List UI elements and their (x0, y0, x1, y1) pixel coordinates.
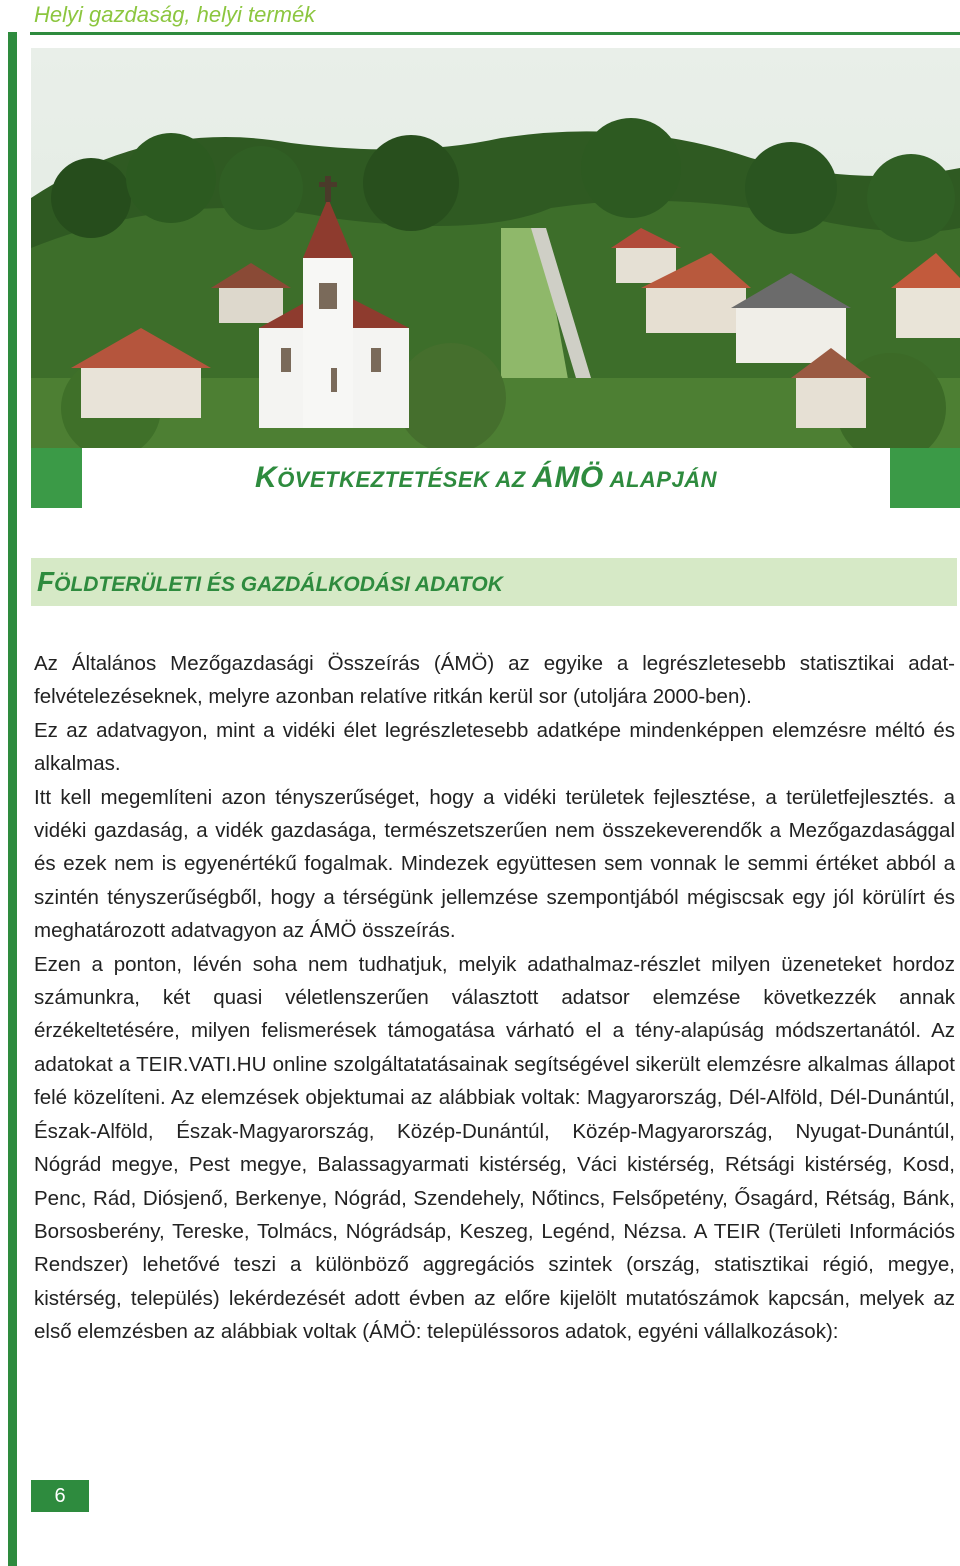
section-title-cap: F (37, 566, 55, 597)
chapter-title-part: ALAPJÁN (603, 467, 717, 492)
paragraph: Az Általános Mezőgazdasági Összeírás (ÁMÖ) az egyike a legrészletesebb statisztikai adat-felvételezéseknek, melyre azonban relatíve ritkán kerül sor (utoljára 2000-ben). (34, 652, 955, 709)
page-number: 6 (31, 1480, 89, 1512)
title-accent-left (31, 448, 83, 508)
top-rule (30, 32, 960, 35)
section-heading-band (31, 558, 957, 606)
left-accent-bar (8, 32, 17, 1566)
running-header: Helyi gazdaság, helyi termék (34, 2, 316, 27)
chapter-title-abbr: ÁMÖ (532, 461, 604, 494)
section-title-part: ÖLDTERÜLETI ÉS GAZDÁLKODÁSI ADATOK (54, 573, 503, 596)
paragraph: Itt kell megemlíteni azon tényszerűséget, hogy a vidéki területek fejlesztése, a területfejlesztés. a vidéki gazdaság, a vidék gazdasága, természetszerűen nem összekeverendők a Mezőgazdasággal és ezek nem is egyenértékű fogalmak. Mindezek együttesen sem vonnak le semmi értéket abból a szintén tényszerűségből, hogy a térségünk jellemzése szempontjából mégiscsak egy jól körülírt és meghatározott adatvagyon az ÁMÖ összeírás. (34, 785, 955, 943)
village-photo (31, 48, 960, 508)
chapter-title (255, 461, 717, 495)
chapter-title-part: ÖVETKEZTETÉSEK AZ (277, 467, 533, 492)
section-title (37, 566, 503, 598)
chapter-title-box (82, 448, 890, 508)
chapter-title-cap: K (255, 461, 278, 494)
paragraph: Ezen a ponton, lévén soha nem tudhatjuk, melyik adathalmaz-részlet milyen üzeneteket hordoz számunkra, két quasi véletlenszerűen választott adatsor elemzése következzék annak érzékeltetésére, milyen felismerések támogatása várható el a tény-alapúság módszertanától. Az adatokat a TEIR.VATI.HU online szolgáltatatásainak segítségével sikerült elemzésre alkalmas állapot felé közelíteni. Az elemzések objektumai az alábbiak voltak: Magyarország, Dél-Alföld, Dél-Dunántúl, Észak-Alföld, Észak-Magyarország, Közép-Dunántúl, Közép-Magyarország, Nyugat-Dunántúl, Nógrád megye, Pest megye, Balassagyarmati kistérség, Váci kistérség, Rétsági kistérség, Kosd, Penc, Rád, Diósjenő, Berkenye, Nógrád, Szendehely, Nőtincs, Felsőpetény, Ősagárd, Rétság, Bánk, Borsosberény, Tereske, Tolmács, Nógrádsáp, Keszeg, Legénd, Nézsa. A TEIR (Területi Információs Rendszer) lehetővé teszi a különböző aggregációs szintek (ország, statisztikai régió, megye, kistérség, település) lekérdezését adott évben az előre kijelölt mutatószámok kapcsán, melyek az első elemzésben az alábbiak voltak (ÁMÖ: településsoros adatok, egyéni vállalkozások): (34, 952, 955, 1344)
body-text (34, 647, 955, 1349)
title-accent-right (890, 448, 960, 508)
paragraph: Ez az adatvagyon, mint a vidéki élet legrészletesebb adatképe mindenképpen elemzésre méltó és alkalmas. (34, 718, 955, 776)
